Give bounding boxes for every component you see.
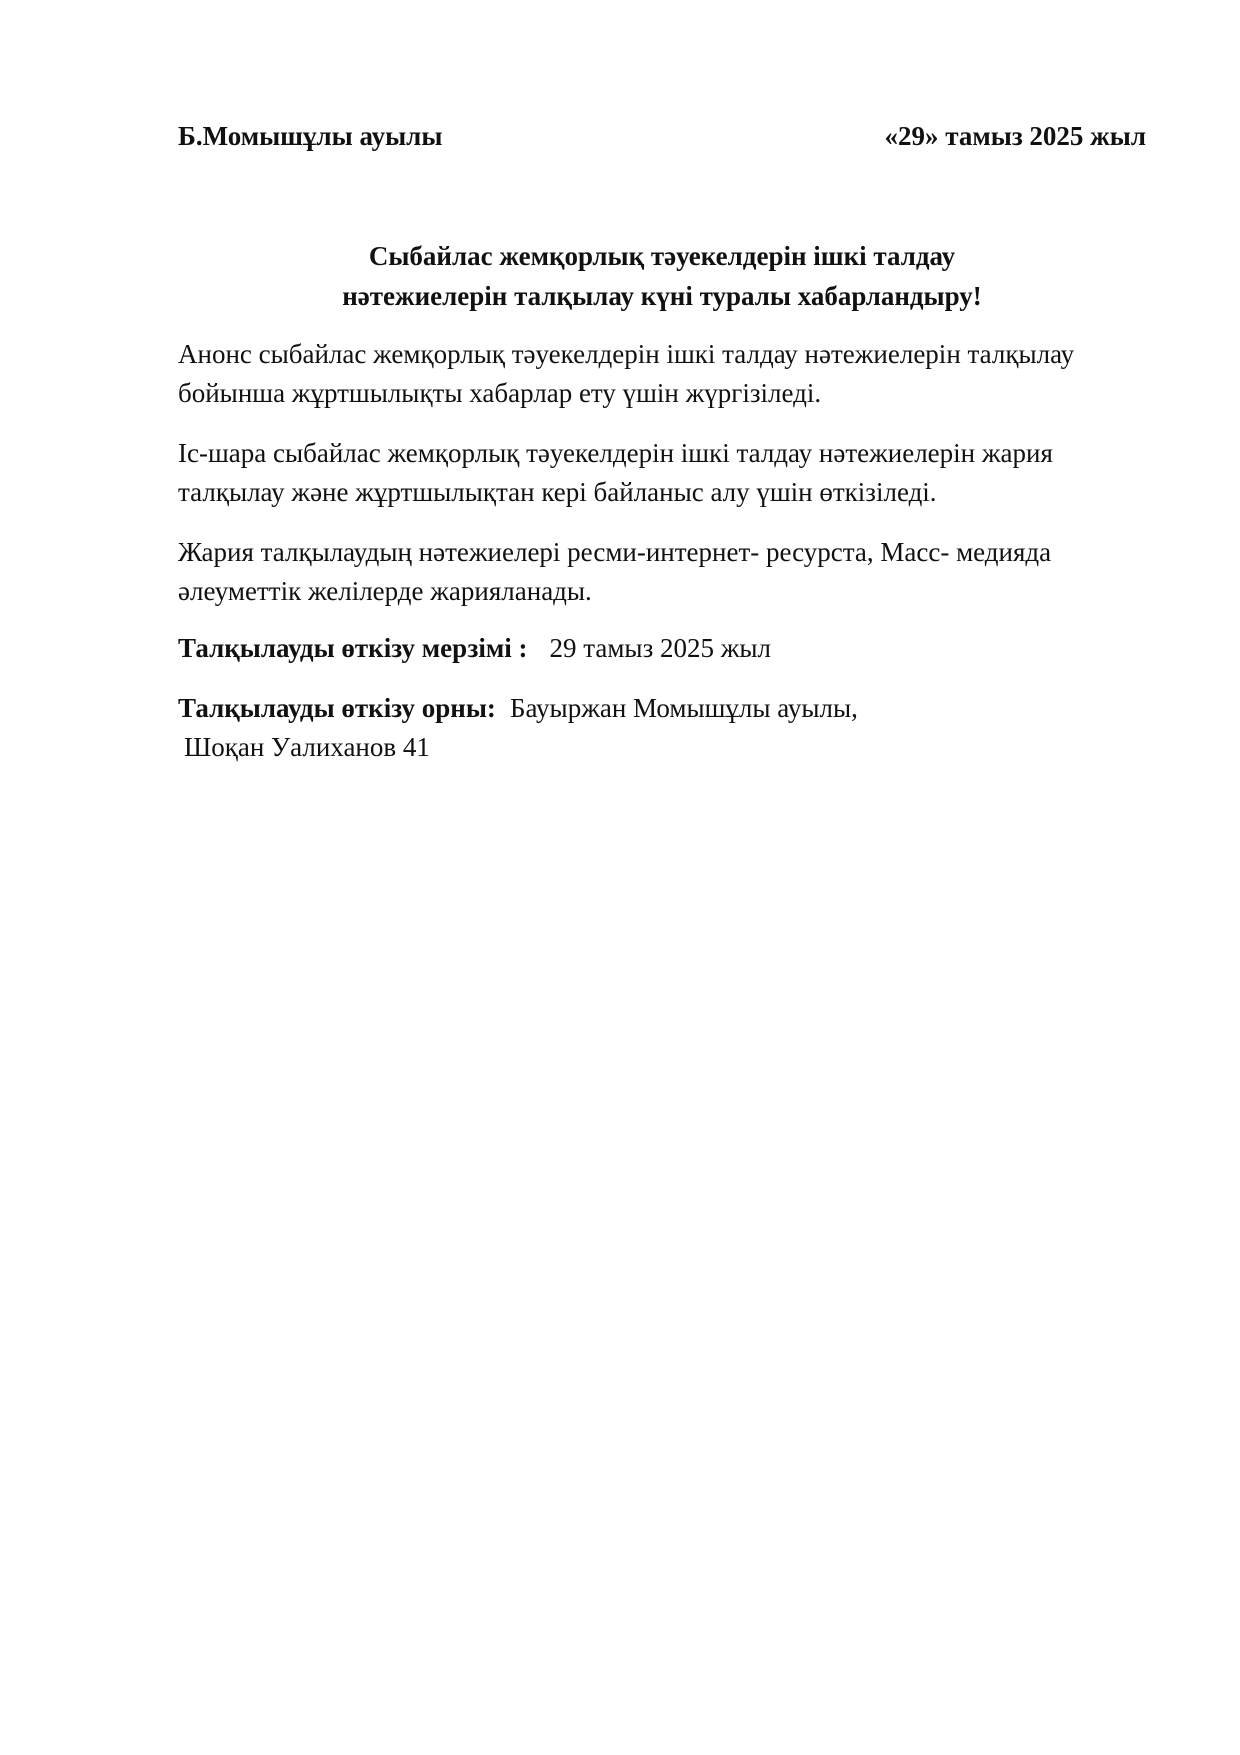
discussion-date-label: Талқылауды өткізу мерзімі : (178, 633, 528, 663)
discussion-date-row (178, 629, 1146, 668)
discussion-place-label: Талқылауды өткізу орны: (178, 693, 496, 723)
paragraph-publication: Жария талқылаудың нәтежиелері ресми-интернет- ресурста, Масс- медияда әлеуметтік желілерде жарияланады. (178, 537, 1052, 606)
discussion-place-row (178, 689, 1146, 728)
header-location: Б.Момышұлы ауылы (178, 121, 443, 151)
title-line-2: нәтежиелерін талқылау күні туралы хабарландыру! (342, 281, 982, 311)
discussion-place-value: Бауыржан Момышұлы ауылы, (509, 693, 858, 723)
header-date: «29» тамыз 2025 жыл (884, 121, 1146, 151)
discussion-address: Шоқан Уалиханов 41 (184, 732, 430, 762)
paragraph-announcement: Анонс сыбайлас жемқорлық тәуекелдерін ішкі талдау нәтежиелерін талқылау бойынша жұртшылықты хабарлар ету үшін жүргізіледі. (178, 339, 1075, 408)
title-line-1: Сыбайлас жемқорлық тәуекелдерін ішкі талдау (368, 241, 956, 271)
document-header (178, 118, 1146, 154)
document-title (178, 236, 1146, 316)
discussion-date-value: 29 тамыз 2025 жыл (549, 633, 772, 663)
paragraph-event: Іс-шара сыбайлас жемқорлық тәуекелдерін ішкі талдау нәтежиелерін жария талқылау және жұртшылықтан кері байланыс алу үшін өткізіледі. (178, 438, 1053, 507)
